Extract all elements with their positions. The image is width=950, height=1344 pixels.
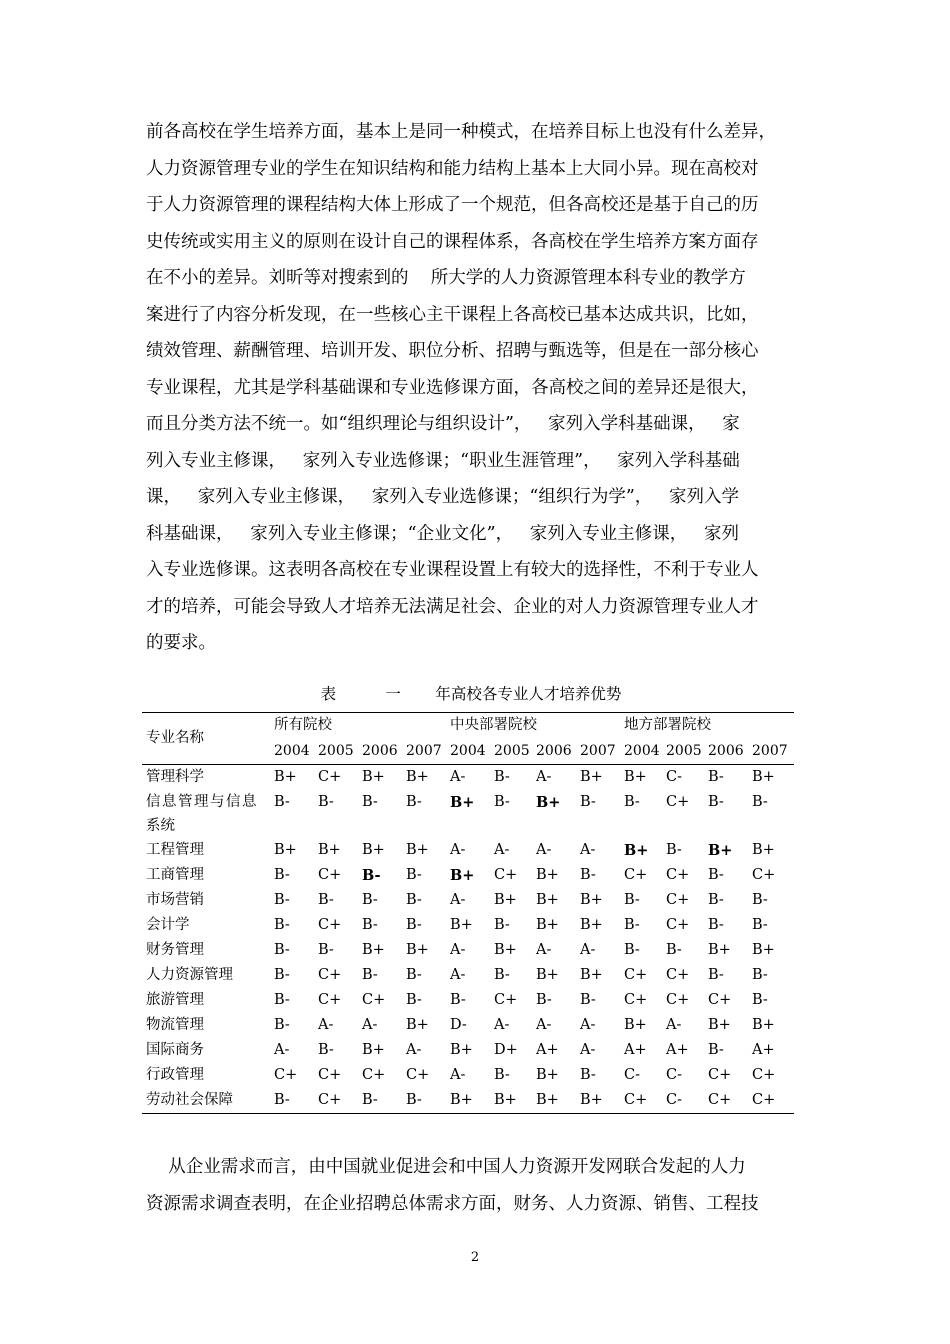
grade-cell: B- [666, 942, 682, 958]
grade-cell: B- [362, 917, 378, 933]
grade-cell: B+ [532, 1088, 576, 1114]
grade-cell: C+ [708, 992, 732, 1008]
grade-cell: B- [708, 917, 724, 933]
year-header: 2004 [446, 739, 490, 765]
grade-cell: A- [494, 1017, 510, 1033]
body-paragraph-1 [146, 114, 812, 662]
table-row [142, 913, 794, 938]
row-name: 管理科学 [146, 769, 204, 785]
row-name: 市场营销 [146, 892, 204, 908]
grade-cell: B- [270, 1088, 314, 1114]
row-name: 行政管理 [146, 1067, 204, 1083]
grade-cell: C+ [704, 1088, 748, 1114]
grade-cell: B+ [406, 842, 429, 858]
grade-cell: B- [494, 967, 510, 983]
grade-cell: C+ [494, 992, 518, 1008]
table-row [142, 790, 794, 838]
grade-cell: C+ [708, 1067, 732, 1083]
grade-cell: B- [752, 892, 768, 908]
grade-cell: B- [274, 892, 290, 908]
grade-cell: C+ [318, 1067, 342, 1083]
grade-cell: B- [752, 967, 768, 983]
grade-cell: C+ [620, 1088, 662, 1114]
group-header-local: 地方部署院校 [620, 713, 794, 740]
grade-table [142, 712, 794, 1114]
grade-cell: B+ [406, 769, 429, 785]
grade-cell: B+ [752, 769, 775, 785]
grade-cell: B- [274, 942, 290, 958]
grade-cell: B+ [624, 1017, 647, 1033]
grade-cell: C+ [624, 992, 648, 1008]
grade-cell: C+ [624, 967, 648, 983]
row-name-line: 信息管理与信息 [146, 794, 258, 810]
grade-cell: B- [274, 1017, 290, 1033]
year-header: 2007 [402, 739, 446, 765]
grade-cell: B+ [752, 942, 775, 958]
grade-cell: B+ [274, 769, 297, 785]
row-name: 工商管理 [146, 867, 204, 883]
grade-cell: B+ [580, 917, 603, 933]
grade-cell: B- [708, 892, 724, 908]
grade-cell: B- [406, 892, 422, 908]
grade-cell: C+ [666, 867, 690, 883]
grade-cell: B- [274, 867, 290, 883]
grade-cell: B- [494, 1067, 510, 1083]
grade-cell: B- [752, 992, 768, 1008]
grade-cell: B+ [274, 842, 297, 858]
grade-cell: B+ [536, 867, 559, 883]
text-line: 前各高校在学生培养方面，基本上是同一种模式，在培养目标上也没有什么差异， [146, 122, 776, 142]
grade-cell: B- [580, 794, 596, 810]
grade-cell: B- [406, 917, 422, 933]
grade-cell: C- [666, 769, 682, 785]
grade-cell: A- [450, 769, 466, 785]
grade-cell: B+ [362, 842, 385, 858]
grade-cell: A- [536, 769, 552, 785]
text-line: 绩效管理、薪酬管理、培训开发、职位分析、招聘与甄选等，但是在一部分核心 [146, 341, 759, 361]
grade-cell: B- [708, 794, 724, 810]
grade-cell: B+ [318, 842, 341, 858]
grade-cell: A- [580, 1017, 596, 1033]
year-header: 2004 [270, 739, 314, 765]
grade-cell: C+ [274, 1067, 298, 1083]
grade-cell: C- [666, 1067, 682, 1083]
text-line: 史传统或实用主义的原则在设计自己的课程体系，各高校在学生培养方案方面存 [146, 231, 759, 252]
text-line: 而且分类方法不统一。如“组织理论与组织设计”， 家列入学科基础课， 家 [146, 414, 740, 434]
grade-cell: C+ [494, 867, 518, 883]
grade-cell: B- [708, 769, 724, 785]
table-row [142, 963, 794, 988]
grade-cell: A- [494, 842, 510, 858]
grade-cell: C+ [666, 917, 690, 933]
text-line: 入专业选修课。这表明各高校在专业课程设置上有较大的选择性，不利于专业人 [146, 560, 759, 580]
grade-cell: C+ [752, 1067, 776, 1083]
year-header: 2006 [704, 739, 748, 765]
grade-cell: C+ [666, 892, 690, 908]
grade-cell: B+ [362, 1042, 385, 1058]
grade-cell: B+ [536, 1067, 559, 1083]
grade-cell: C+ [666, 992, 690, 1008]
grade-cell: B- [406, 867, 422, 883]
grade-cell: B- [406, 992, 422, 1008]
group-header-all: 所有院校 [270, 713, 446, 740]
grade-cell: B+ [536, 794, 561, 811]
grade-cell: B- [580, 1067, 596, 1083]
row-name: 国际商务 [146, 1042, 204, 1058]
grade-cell: B- [402, 1088, 446, 1114]
year-header: 2005 [314, 739, 358, 765]
grade-cell: B- [580, 992, 596, 1008]
grade-cell: B+ [450, 794, 475, 811]
grade-cell: B+ [406, 1017, 429, 1033]
grade-cell: B+ [362, 769, 385, 785]
grade-cell: B- [450, 992, 466, 1008]
grade-cell: B+ [490, 1088, 532, 1114]
grade-cell: B- [624, 917, 640, 933]
group-header-central: 中央部署院校 [446, 713, 620, 740]
grade-cell: A+ [536, 1042, 559, 1058]
text-line: 人力资源管理专业的学生在知识结构和能力结构上基本上大同小异。现在高校对 [146, 158, 759, 179]
grade-cell: C+ [752, 867, 776, 883]
year-header: 2004 [620, 739, 662, 765]
grade-cell: A- [274, 1042, 290, 1058]
text-line: 从企业需求而言，由中国就业促进会和中国人力资源开发网联合发起的人力 [146, 1157, 746, 1177]
grade-cell: C+ [318, 917, 342, 933]
table-row [142, 863, 794, 888]
grade-cell: B- [362, 892, 378, 908]
grade-cell: A- [406, 1042, 422, 1058]
grade-cell: B- [358, 1088, 402, 1114]
grade-cell: B+ [708, 1017, 731, 1033]
grade-cell: D- [450, 1017, 467, 1033]
grade-cell: B+ [580, 769, 603, 785]
grade-cell: B- [752, 917, 768, 933]
grade-cell: B+ [494, 942, 517, 958]
grade-cell: B- [318, 942, 334, 958]
year-header: 2005 [490, 739, 532, 765]
grade-cell: A- [580, 842, 596, 858]
grade-cell: C+ [314, 1088, 358, 1114]
grade-cell: B+ [576, 1088, 620, 1114]
grade-cell: B- [406, 967, 422, 983]
grade-cell: B+ [536, 967, 559, 983]
grade-cell: C- [662, 1088, 704, 1114]
text-line: 于人力资源管理的课程结构大体上形成了一个规范，但各高校还是基于自己的历 [146, 195, 759, 215]
grade-cell: A- [450, 942, 466, 958]
grade-cell: B- [274, 967, 290, 983]
grade-cell: B- [624, 942, 640, 958]
grade-cell: A- [536, 1017, 552, 1033]
grade-cell: B+ [450, 1042, 473, 1058]
grade-cell: B- [666, 842, 682, 858]
text-line: 案进行了内容分析发现，在一些核心主干课程上各高校已基本达成共识，比如， [146, 304, 759, 325]
grade-cell: B+ [406, 942, 429, 958]
grade-cell: B- [494, 917, 510, 933]
grade-cell: B- [362, 794, 378, 810]
grade-cell: C+ [406, 1067, 430, 1083]
table-row [142, 1013, 794, 1038]
grade-cell: A- [536, 942, 552, 958]
grade-cell: B+ [624, 769, 647, 785]
row-name-line: 系统 [146, 818, 175, 834]
grade-cell: B- [708, 967, 724, 983]
grade-cell: B+ [708, 942, 731, 958]
grade-cell: B- [708, 867, 724, 883]
row-name: 物流管理 [146, 1017, 204, 1033]
table-row [142, 765, 794, 791]
grade-cell: A+ [624, 1042, 647, 1058]
grade-cell: B+ [494, 892, 517, 908]
grade-cell: A- [362, 1017, 378, 1033]
grade-cell: C+ [748, 1088, 794, 1114]
grade-cell: A- [536, 842, 552, 858]
grade-cell: B- [406, 794, 422, 810]
grade-cell: B- [536, 992, 552, 1008]
grade-cell: B+ [752, 842, 775, 858]
row-name: 工程管理 [146, 842, 204, 858]
grade-cell: B- [494, 769, 510, 785]
grade-cell: B- [274, 992, 290, 1008]
text-line: 专业课程，尤其是学科基础课和专业选修课方面，各高校之间的差异还是很大， [146, 377, 759, 398]
text-line: 的要求。 [146, 633, 216, 653]
grade-cell: B- [362, 967, 378, 983]
row-name: 人力资源管理 [146, 967, 233, 983]
table-row [142, 1063, 794, 1088]
year-header: 2006 [358, 739, 402, 765]
row-name: 财务管理 [146, 942, 204, 958]
grade-cell: B+ [624, 842, 649, 859]
grade-cell: A- [450, 1067, 466, 1083]
grade-cell: B+ [536, 892, 559, 908]
grade-cell: B+ [536, 917, 559, 933]
name-column-header: 专业名称 [142, 713, 270, 765]
text-line: 科基础课， 家列入专业主修课；“企业文化”， 家列入专业主修课， 家列 [146, 523, 739, 544]
grade-cell: A- [450, 892, 466, 908]
table-row [142, 1038, 794, 1063]
text-line: 课， 家列入专业主修课， 家列入专业选修课；“组织行为学”， 家列入学 [146, 487, 739, 507]
grade-cell: C+ [318, 769, 342, 785]
grade-cell: A+ [666, 1042, 689, 1058]
table-row [142, 988, 794, 1013]
grade-cell: B- [362, 867, 381, 884]
grade-cell: C+ [666, 794, 690, 810]
grade-cell: A- [450, 842, 466, 858]
grade-cell: B+ [752, 1017, 775, 1033]
grade-cell: C+ [666, 967, 690, 983]
text-line: 才的培养，可能会导致人才培养无法满足社会、企业的对人力资源管理专业人才 [146, 596, 759, 617]
grade-cell: C+ [318, 967, 342, 983]
table-row [142, 1088, 794, 1114]
year-header: 2005 [662, 739, 704, 765]
grade-cell: B- [318, 794, 334, 810]
grade-cell: A- [450, 967, 466, 983]
grade-cell: B- [752, 794, 768, 810]
year-header: 2006 [532, 739, 576, 765]
grade-cell: C+ [318, 992, 342, 1008]
table-row [142, 838, 794, 863]
grade-cell: B- [624, 794, 640, 810]
table-row [142, 888, 794, 913]
text-line: 在不小的差异。刘昕等对搜索到的 所大学的人力资源管理本科专业的教学方 [146, 268, 746, 288]
body-paragraph-2 [146, 1149, 812, 1222]
text-line: 列入专业主修课， 家列入专业选修课；“职业生涯管理”， 家列入学科基础 [146, 450, 740, 471]
page-number: 2 [470, 1250, 480, 1265]
year-header: 2007 [748, 739, 794, 765]
grade-cell: B- [624, 892, 640, 908]
grade-cell: A- [580, 942, 596, 958]
year-header: 2007 [576, 739, 620, 765]
grade-cell: B- [318, 892, 334, 908]
row-name [142, 790, 270, 838]
text-line: 资源需求调查表明，在企业招聘总体需求方面，财务、人力资源、销售、工程技 [146, 1193, 759, 1214]
grade-cell: A- [666, 1017, 682, 1033]
table-header-groups [142, 713, 794, 740]
grade-cell: C+ [624, 867, 648, 883]
grade-cell: C+ [362, 1067, 386, 1083]
grade-cell: B+ [362, 942, 385, 958]
grade-cell: B- [274, 917, 290, 933]
grade-cell: C+ [318, 867, 342, 883]
grade-cell: A- [318, 1017, 334, 1033]
grade-cell: B- [494, 794, 510, 810]
grade-cell: C- [624, 1067, 640, 1083]
table-caption: 表 一 年高校各专业人才培养优势 [320, 685, 622, 703]
row-name: 劳动社会保障 [142, 1088, 270, 1114]
grade-cell: B+ [580, 967, 603, 983]
grade-cell: B+ [450, 867, 475, 884]
grade-cell: B+ [580, 892, 603, 908]
grade-cell: B+ [446, 1088, 490, 1114]
grade-cell: B+ [450, 917, 473, 933]
grade-cell: C+ [362, 992, 386, 1008]
grade-cell: A- [580, 1042, 596, 1058]
grade-cell: B- [318, 1042, 334, 1058]
row-name: 旅游管理 [146, 992, 204, 1008]
grade-cell: B+ [708, 842, 733, 859]
grade-cell: A+ [752, 1042, 775, 1058]
row-name: 会计学 [146, 917, 190, 933]
grade-cell: D+ [494, 1042, 518, 1058]
grade-cell: B- [274, 794, 290, 810]
table-row [142, 938, 794, 963]
grade-cell: B- [708, 1042, 724, 1058]
grade-cell: B- [580, 867, 596, 883]
